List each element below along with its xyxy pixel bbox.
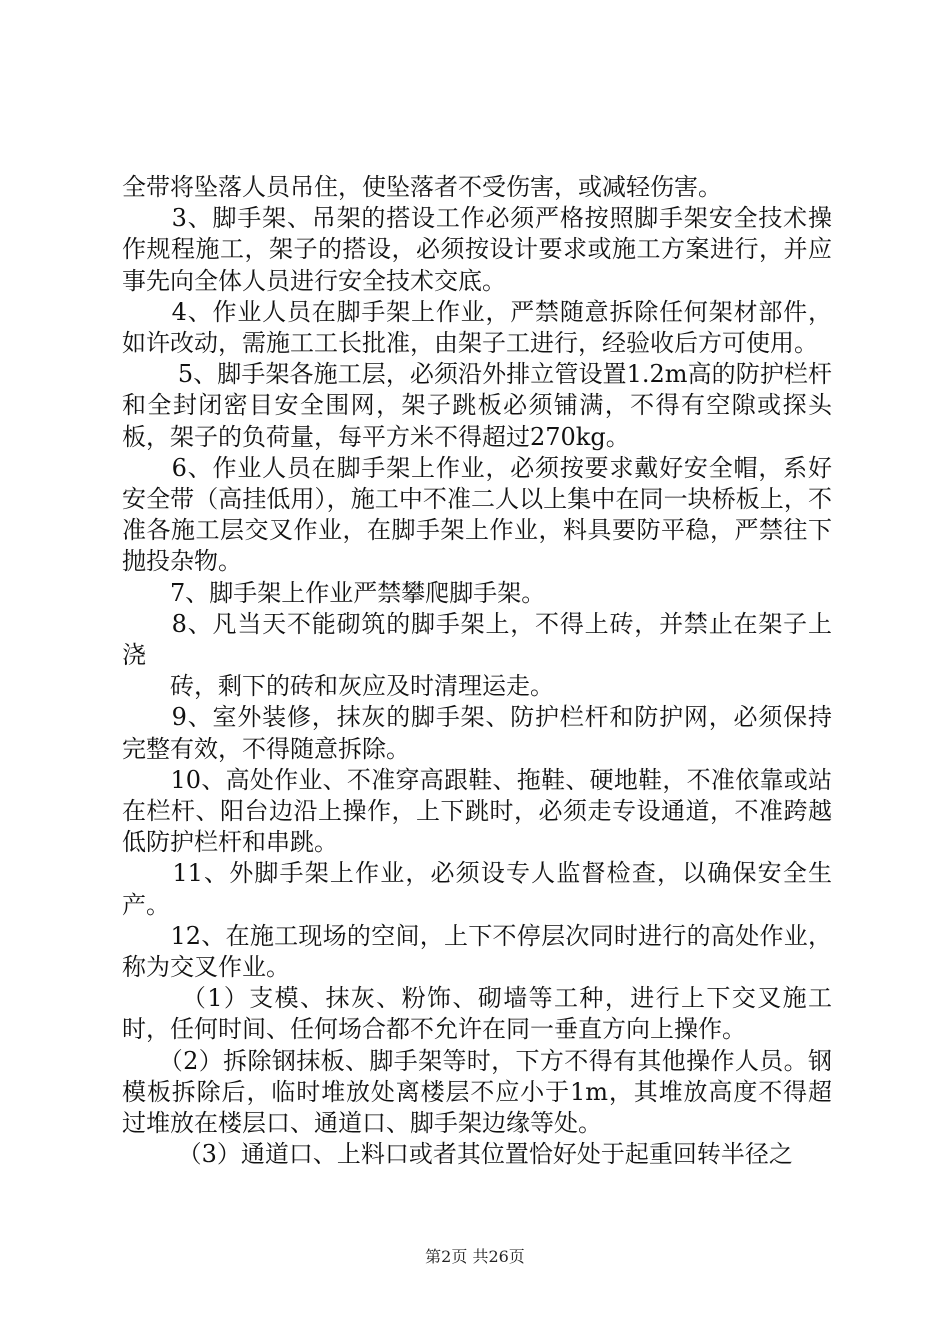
page-number-label: 第2页 共26页 [425,1247,525,1266]
paragraph-7: 8、凡当天不能砌筑的脚手架上，不得上砖，并禁止在架子上浇 [122,609,832,670]
paragraph-9: 9、室外装修，抹灰的脚手架、防护栏杆和防护网，必须保持完整有效，不得随意拆除。 [122,703,832,763]
paragraph-5: 6、作业人员在脚手架上作业，必须按要求戴好安全帽，系好安全带（高挂低用），施工中不准二人以上集中在同一块桥板上，不准各施工层交叉作业，在脚手架上作业，料具要防平稳，严禁往下抛投杂物。 [122,453,832,576]
paragraph-3: 4、作业人员在脚手架上作业，严禁随意拆除任何架材部件，如许改动，需施工工长批准，由架子工进行，经验收后方可使用。 [122,297,832,358]
paragraph-1: 全带将坠落人员吊住，使坠落者不受伤害，或减轻伤害。 [122,173,722,201]
page-footer [0,1244,950,1267]
paragraph-11: 11、外脚手架上作业，必须设专人监督检查，以确保安全生产。 [122,859,832,919]
paragraph-15: （3）通道口、上料口或者其位置恰好处于起重回转半径之 [122,1140,793,1169]
paragraph-12: 12、在施工现场的空间，上下不停层次同时进行的高处作业，称为交叉作业。 [122,921,832,982]
paragraph-6: 7、脚手架上作业严禁攀爬脚手架。 [122,578,546,607]
paragraph-2: 3、脚手架、吊架的搭设工作必须严格按照脚手架安全技术操作规程施工，架子的搭设，必须按设计要求或施工方案进行，并应事先向全体人员进行安全技术交底。 [122,204,832,295]
paragraph-4: 5、脚手架各施工层，必须沿外排立管设置1.2m高的防护栏杆和全封闭密目安全围网，架子跳板必须铺满，不得有空隙或探头板，架子的负荷量，每平方米不得超过270kg。 [122,360,832,451]
paragraph-13: （1）支模、抹灰、粉饰、砌墙等工种，进行上下交叉施工时，任何时间、任何场合都不允许在同一垂直方向上操作。 [122,984,832,1044]
paragraph-14: （2）拆除钢抹板、脚手架等时，下方不得有其他操作人员。钢模板拆除后，临时堆放处离楼层不应小于1m，其堆放高度不得超过堆放在楼层口、通道口、脚手架边缘等处。 [122,1046,832,1138]
document-body [122,172,832,1171]
paragraph-10: 10、高处作业、不准穿高跟鞋、拖鞋、硬地鞋，不准依靠或站在栏杆、阳台边沿上操作，上下跳时，必须走专设通道，不准跨越低防护栏杆和串跳。 [122,765,832,857]
paragraph-8: 砖，剩下的砖和灰应及时清理运走。 [122,672,554,701]
